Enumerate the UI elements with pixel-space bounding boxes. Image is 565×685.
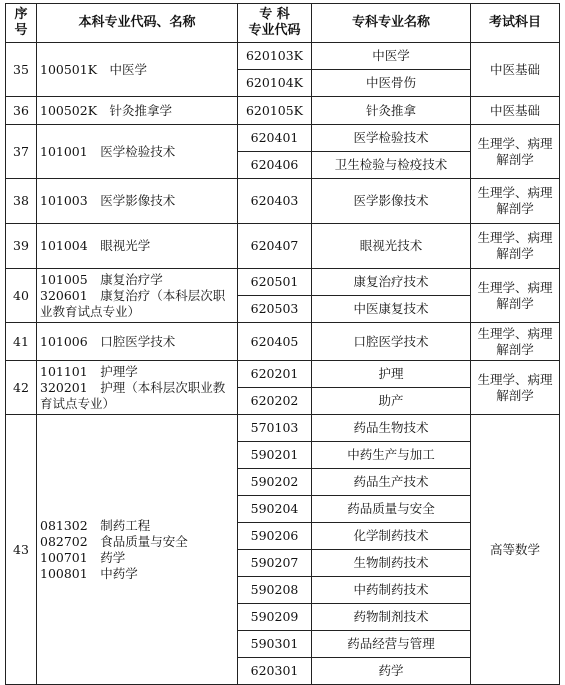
header-row [6, 4, 560, 43]
undergraduate-major-cell: 101101 护理学 320201 护理（本科层次职业教 育试点专业） [37, 361, 238, 415]
junior-college-code-cell: 590202 [238, 469, 312, 496]
table-row [6, 97, 560, 125]
table-row [6, 269, 560, 296]
junior-college-major-cell: 护理 [312, 361, 471, 388]
junior-college-major-cell: 中医骨伤 [312, 70, 471, 97]
undergraduate-major-cell: 101003 医学影像技术 [37, 179, 238, 224]
junior-college-major-cell: 康复治疗技术 [312, 269, 471, 296]
table-row [6, 125, 560, 152]
seq-cell: 38 [6, 179, 37, 224]
junior-college-major-cell: 药品生产技术 [312, 469, 471, 496]
exam-subjects-cell: 中医基础 [471, 43, 560, 97]
junior-college-code-cell: 620104K [238, 70, 312, 97]
junior-college-major-cell: 卫生检验与检疫技术 [312, 152, 471, 179]
seq-cell: 35 [6, 43, 37, 97]
junior-college-code-cell: 590208 [238, 577, 312, 604]
undergraduate-major-cell: 081302 制药工程 082702 食品质量与安全 100701 药学 100801 中药学 [37, 415, 238, 685]
exam-subjects-cell: 生理学、病理 解剖学 [471, 125, 560, 179]
table-row [6, 415, 560, 442]
header-seq: 序号 [6, 4, 37, 43]
undergraduate-major-cell: 101001 医学检验技术 [37, 125, 238, 179]
exam-subjects-cell: 生理学、病理 解剖学 [471, 269, 560, 323]
junior-college-major-cell: 药物制剂技术 [312, 604, 471, 631]
table-row [6, 43, 560, 70]
undergraduate-major-cell: 101006 口腔医学技术 [37, 323, 238, 361]
junior-college-major-cell: 中医康复技术 [312, 296, 471, 323]
junior-college-major-cell: 药品质量与安全 [312, 496, 471, 523]
exam-subjects-cell: 生理学、病理 解剖学 [471, 224, 560, 269]
header-exam-subjects: 考试科目 [471, 4, 560, 43]
seq-cell: 39 [6, 224, 37, 269]
table-row [6, 323, 560, 361]
junior-college-code-cell: 620401 [238, 125, 312, 152]
document-page [5, 3, 560, 685]
junior-college-major-cell: 医学影像技术 [312, 179, 471, 224]
junior-college-code-cell: 590301 [238, 631, 312, 658]
seq-cell: 43 [6, 415, 37, 685]
junior-college-code-cell: 620105K [238, 97, 312, 125]
junior-college-code-cell: 620501 [238, 269, 312, 296]
junior-college-code-cell: 620503 [238, 296, 312, 323]
junior-college-major-cell: 中药制药技术 [312, 577, 471, 604]
undergraduate-major-cell: 101004 眼视光学 [37, 224, 238, 269]
seq-cell: 37 [6, 125, 37, 179]
junior-college-code-cell: 590207 [238, 550, 312, 577]
junior-college-code-cell: 620103K [238, 43, 312, 70]
exam-subjects-cell: 高等数学 [471, 415, 560, 685]
junior-college-code-cell: 620406 [238, 152, 312, 179]
junior-college-code-cell: 570103 [238, 415, 312, 442]
undergraduate-major-cell: 100501K 中医学 [37, 43, 238, 97]
junior-college-code-cell: 590201 [238, 442, 312, 469]
junior-college-major-cell: 化学制药技术 [312, 523, 471, 550]
junior-college-code-cell: 620301 [238, 658, 312, 685]
table-row [6, 179, 560, 224]
junior-college-major-cell: 药品经营与管理 [312, 631, 471, 658]
junior-college-code-cell: 620405 [238, 323, 312, 361]
junior-college-code-cell: 620407 [238, 224, 312, 269]
header-junior-college-code: 专 科 专业代码 [238, 4, 312, 43]
seq-cell: 42 [6, 361, 37, 415]
junior-college-major-cell: 药学 [312, 658, 471, 685]
exam-subjects-cell: 生理学、病理 解剖学 [471, 323, 560, 361]
seq-cell: 41 [6, 323, 37, 361]
header-undergraduate-major: 本科专业代码、名称 [37, 4, 238, 43]
table-row [6, 224, 560, 269]
junior-college-code-cell: 590209 [238, 604, 312, 631]
seq-cell: 40 [6, 269, 37, 323]
junior-college-major-cell: 眼视光技术 [312, 224, 471, 269]
seq-cell: 36 [6, 97, 37, 125]
junior-college-major-cell: 中药生产与加工 [312, 442, 471, 469]
exam-subjects-cell: 生理学、病理 解剖学 [471, 361, 560, 415]
junior-college-code-cell: 620201 [238, 361, 312, 388]
junior-college-code-cell: 590204 [238, 496, 312, 523]
junior-college-code-cell: 590206 [238, 523, 312, 550]
undergraduate-major-cell: 100502K 针灸推拿学 [37, 97, 238, 125]
junior-college-major-cell: 中医学 [312, 43, 471, 70]
junior-college-major-cell: 药品生物技术 [312, 415, 471, 442]
exam-subjects-cell: 中医基础 [471, 97, 560, 125]
junior-college-code-cell: 620202 [238, 388, 312, 415]
junior-college-code-cell: 620403 [238, 179, 312, 224]
undergraduate-major-cell: 101005 康复治疗学 320601 康复治疗（本科层次职 业教育试点专业） [37, 269, 238, 323]
exam-subjects-cell: 生理学、病理 解剖学 [471, 179, 560, 224]
majors-table [5, 3, 560, 685]
junior-college-major-cell: 针灸推拿 [312, 97, 471, 125]
junior-college-major-cell: 口腔医学技术 [312, 323, 471, 361]
junior-college-major-cell: 助产 [312, 388, 471, 415]
junior-college-major-cell: 生物制药技术 [312, 550, 471, 577]
header-junior-college-major: 专科专业名称 [312, 4, 471, 43]
table-row [6, 361, 560, 388]
junior-college-major-cell: 医学检验技术 [312, 125, 471, 152]
